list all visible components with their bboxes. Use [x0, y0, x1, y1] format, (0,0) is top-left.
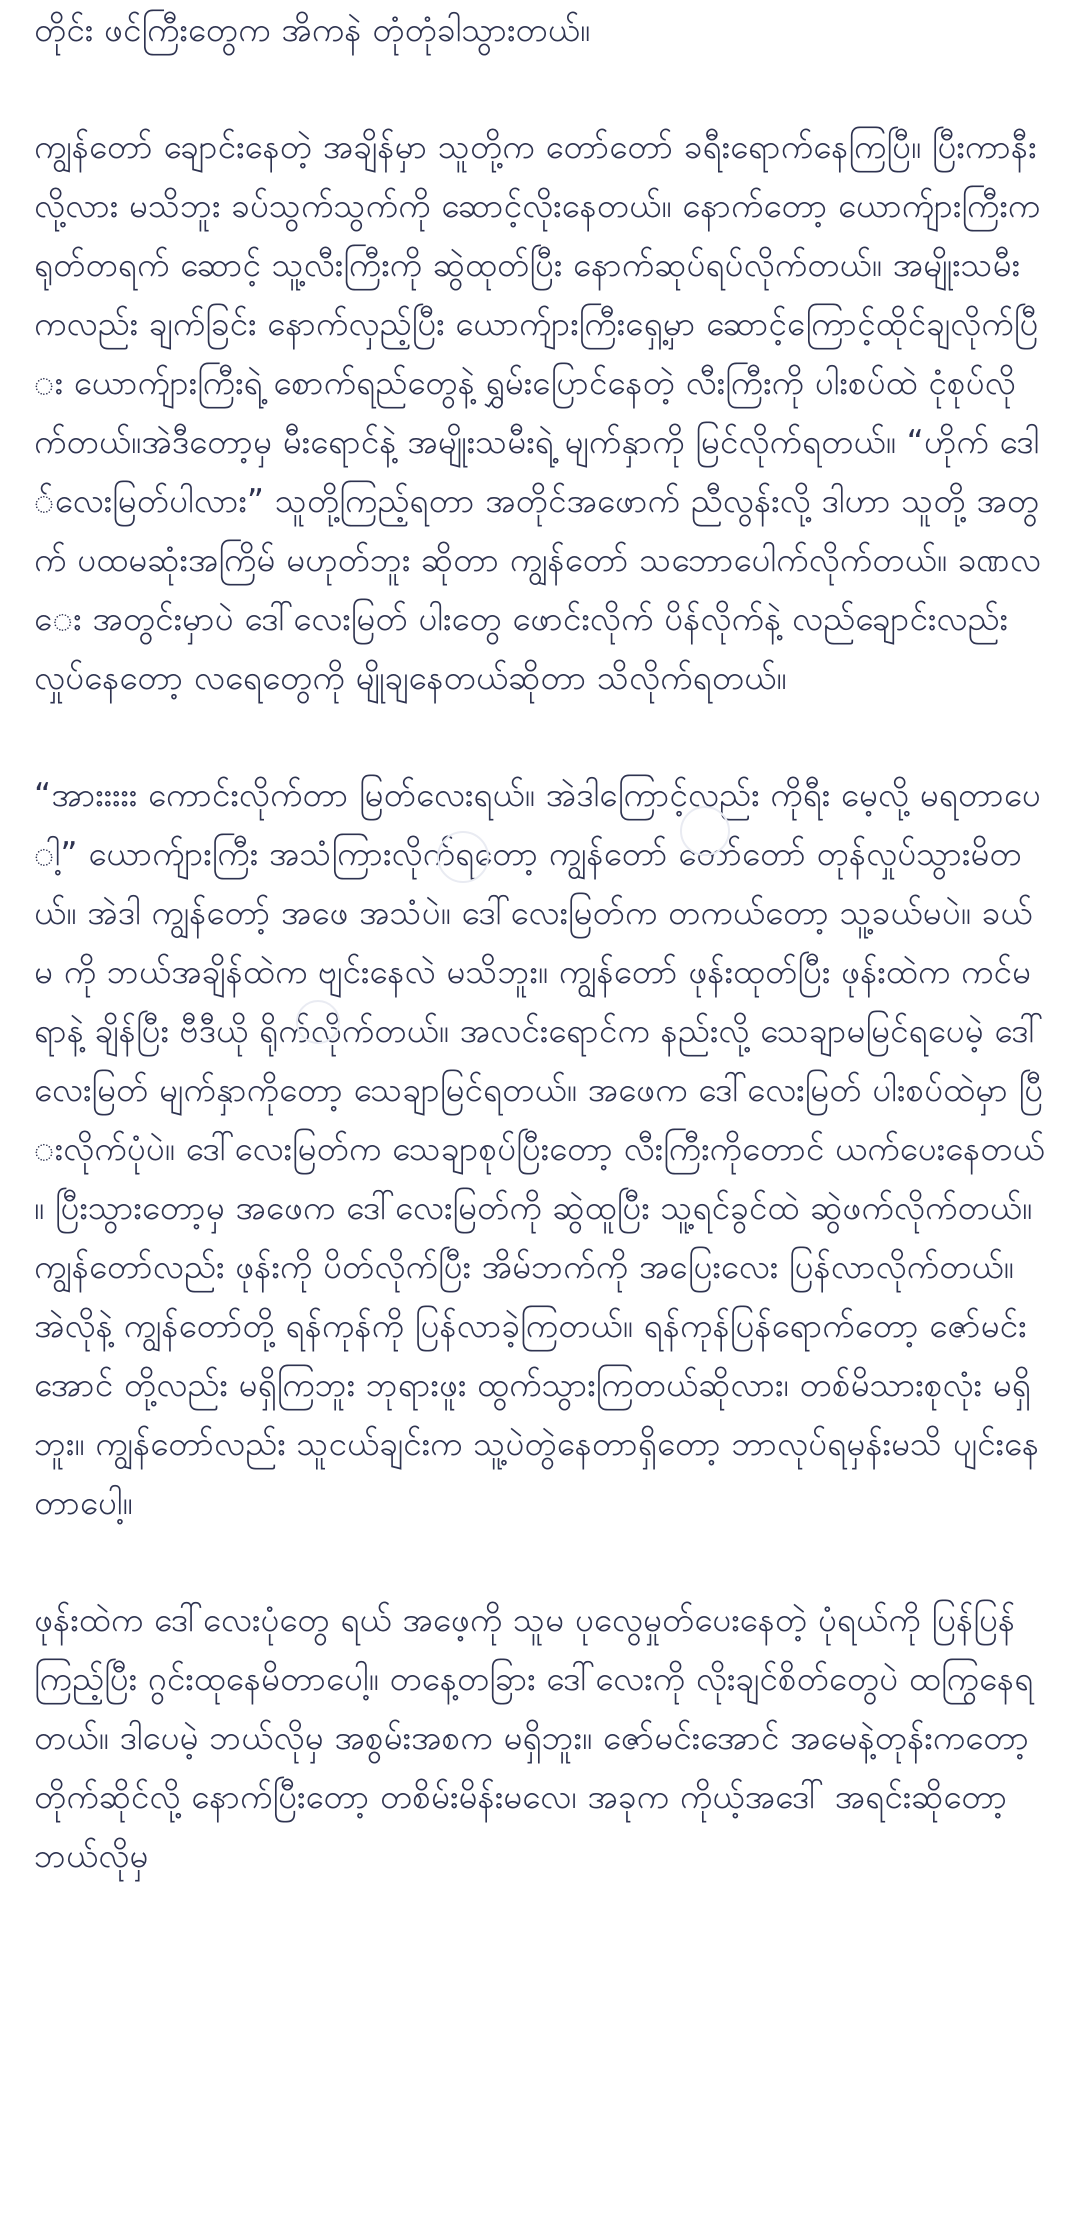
article-paragraph-3: “အားးးးး ကောင်းလိုက်တာ မြတ်လေးရယ်။ အဲဒါကြောင့်လည်း ကိုရီး မေ့လို့ မရတာပေါ့” ယောက်ျားကြီး အသံကြားလိုက်ရတော့ ကျွန်တော် တော်တော် တုန်လှုပ်သွားမိတယ်။ အဲဒါ ကျွန်တော့် အဖေ အသံပဲ။ ဒေါ်လေးမြတ်က တကယ်တော့ သူ့ခယ်မပဲ။ ခယ်မ ကို ဘယ်အချိန်ထဲက ဗျင်းနေလဲ မသိဘူး။ ကျွန်တော် ဖုန်းထုတ်ပြီး ဖုန်းထဲက ကင်မရာနဲ့ ချိန်ပြီး ဗီဒီယို ရိုက်လိုက်တယ်။ အလင်းရောင်က နည်းလို့ သေချာမမြင်ရပေမဲ့ ဒေါ်လေးမြတ် မျက်နှာကိုတော့ သေချာမြင်ရတယ်။ အဖေက ဒေါ်လေးမြတ် ပါးစပ်ထဲမှာ ပြီးလိုက်ပုံပဲ။ ဒေါ်လေးမြတ်က သေချာစုပ်ပြီးတော့ လီးကြီးကိုတောင် ယက်ပေးနေတယ်။ ပြီးသွားတော့မှ အဖေက ဒေါ်လေးမြတ်ကို ဆွဲထူပြီး သူ့ရင်ခွင်ထဲ ဆွဲဖက်လိုက်တယ်။ ကျွန်တော်လည်း ဖုန်းကို ပိတ်လိုက်ပြီး အိမ်ဘက်ကို အပြေးလေး ပြန်လာလိုက်တယ်။ အဲလိုနဲ့ ကျွန်တော်တို့ ရန်ကုန်ကို ပြန်လာခဲ့ကြတယ်။ ရန်ကုန်ပြန်ရောက်တော့ ဇော်မင်းအောင် တို့လည်း မရှိကြဘူး ဘုရားဖူး ထွက်သွားကြတယ်ဆိုလား၊ တစ်မိသားစုလုံး မရှိဘူး။ ကျွန်တော်လည်း သူငယ်ချင်းက သူ့ပဲတွဲနေတာရှိတော့ ဘာလုပ်ရမှန်းမသိ ပျင်းနေတာပေါ့။: [34, 775, 1045, 1522]
article-body: [34, 0, 1046, 1943]
decorative-ring-middle: [296, 1000, 340, 1044]
article-paragraph-2: ကျွန်တော် ချောင်းနေတဲ့ အချိန်မှာ သူတို့က တော်တော် ခရီးရောက်နေကြပြီ။ ပြီးကာနီးလို့လား မသိဘူး ခပ်သွက်သွက်ကို ဆောင့်လိုးနေတယ်။ နောက်တော့ ယောက်ျားကြီးက ရုတ်တရက် ဆောင့် သူ့လီးကြီးကို ဆွဲထုတ်ပြီး နောက်ဆုပ်ရပ်လိုက်တယ်။ အမျိုးသမီးကလည်း ချက်ခြင်း နောက်လှည့်ပြီး ယောက်ျားကြီးရှေ့မှာ ဆောင့်ကြောင့်ထိုင်ချလိုက်ပြီး ယောက်ျားကြီးရဲ့ စောက်ရည်တွေနဲ့ ရွှမ်းပြောင်နေတဲ့ လီးကြီးကို ပါးစပ်ထဲ ငုံစုပ်လိုက်တယ်။အဲဒီတော့မှ မီးရောင်နဲ့ အမျိုးသမီးရဲ့ မျက်နှာကို မြင်လိုက်ရတယ်။ “ဟိုက် ဒေါ်လေးမြတ်ပါလား” သူတို့ကြည့်ရတာ အတိုင်အဖောက် ညီလွန်းလို့ ဒါဟာ သူတို့ အတွက် ပထမဆုံးအကြိမ် မဟုတ်ဘူး ဆိုတာ ကျွန်တော် သဘောပေါက်လိုက်တယ်။ ခဏလေး အတွင်းမှာပဲ ဒေါ်လေးမြတ် ပါးတွေ ဖောင်းလိုက် ပိန်လိုက်နဲ့ လည်ချောင်းလည်း လှုပ်နေတော့ လရေတွေကို မျိုချနေတယ်ဆိုတာ သိလိုက်ရတယ်။: [34, 127, 1042, 697]
decorative-ring-right: [680, 806, 730, 856]
article-paragraph-1: တိုင်း ဖင်ကြီးတွေက အိကနဲ တုံတုံခါသွားတယ်။: [34, 10, 591, 49]
article-paragraph-4: ဖုန်းထဲက ဒေါ်လေးပုံတွေ ရယ် အဖေ့ကို သူမ ပုလွေမှုတ်ပေးနေတဲ့ ပုံရယ်ကို ပြန်ပြန်ကြည့်ပြီး ဂွင်းထုနေမိတာပေါ့။ တနေ့တခြား ဒေါ်လေးကို လိုးချင်စိတ်တွေပဲ ထကြွနေရတယ်။ ဒါပေမဲ့ ဘယ်လိုမှ အစွမ်းအစက မရှိဘူး။ ဇော်မင်းအောင် အမေနဲ့တုန်းကတော့ တိုက်ဆိုင်လို့ နောက်ပြီးတော့ တစိမ်းမိန်းမလေ၊ အခုက ကိုယ့်အဒေါ် အရင်းဆိုတော့ ဘယ်လိုမှ: [34, 1600, 1034, 1875]
decorative-ring-left: [437, 831, 489, 883]
